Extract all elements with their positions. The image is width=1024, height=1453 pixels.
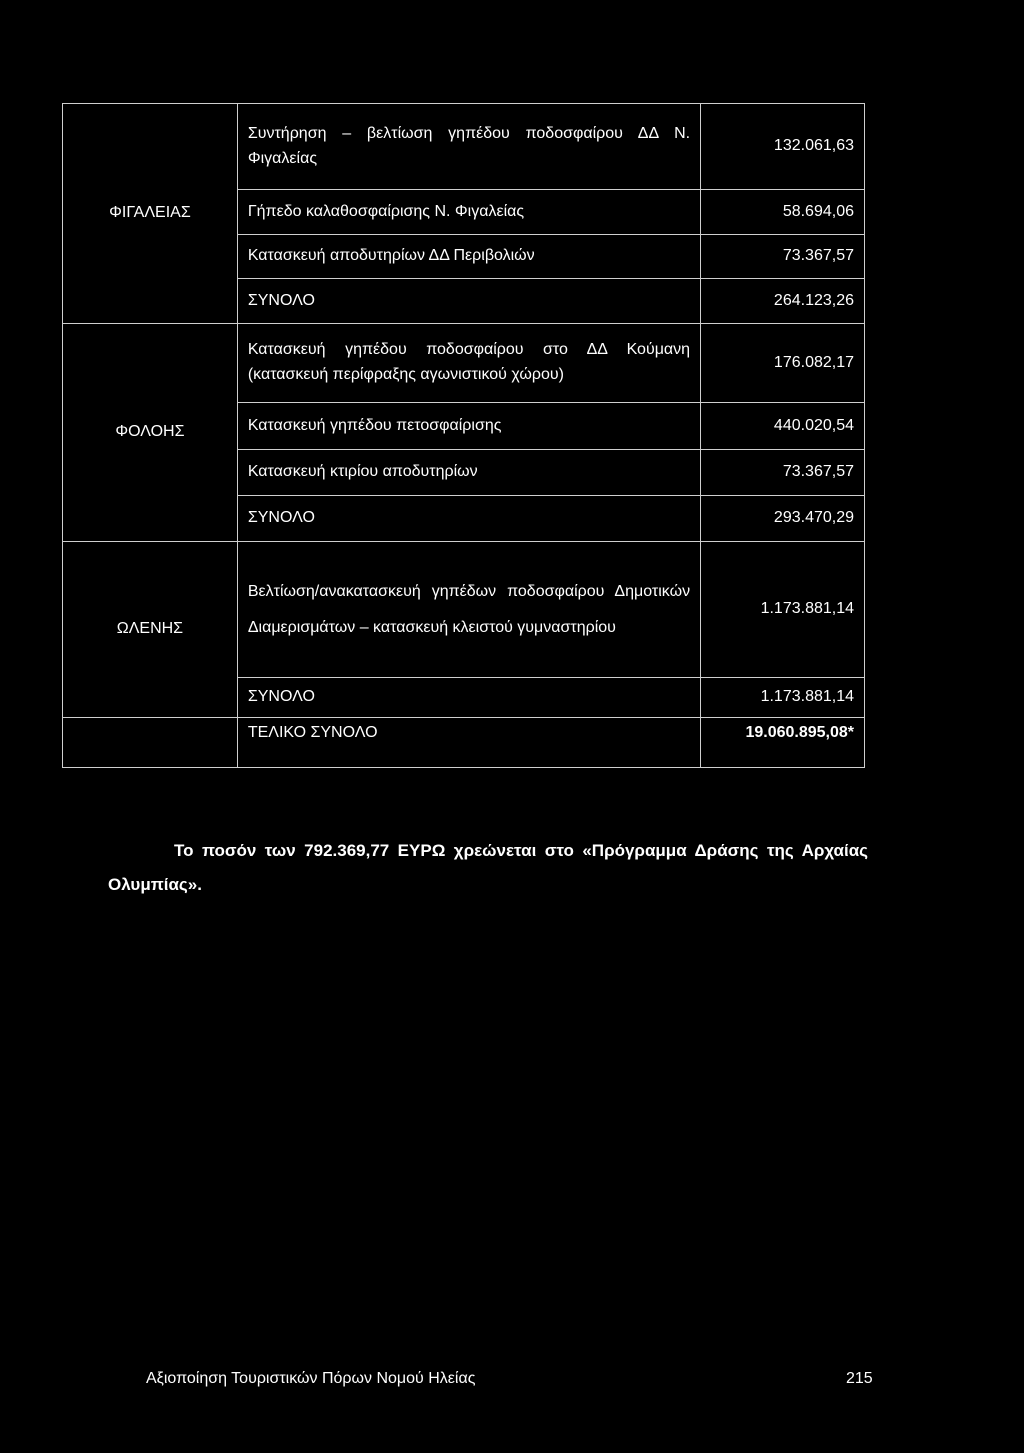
area-cell: ΩΛΕΝΗΣ xyxy=(63,542,238,718)
item-amount: 132.061,63 xyxy=(701,104,865,190)
area-cell: ΦΟΛΟΗΣ xyxy=(63,324,238,542)
item-description: Κατασκευή γηπέδου πετοσφαίρισης xyxy=(237,403,700,450)
item-amount: 176.082,17 xyxy=(701,324,865,403)
item-amount: 58.694,06 xyxy=(701,190,865,235)
item-description: Κατασκευή αποδυτηρίων ΔΔ Περιβολιών xyxy=(237,235,700,279)
table-row xyxy=(63,542,865,678)
subtotal-label: ΣΥΝΟΛΟ xyxy=(237,279,700,324)
table-row xyxy=(63,104,865,190)
item-description: Βελτίωση/ανακατασκευή γηπέδων ποδοσφαίρου Δημοτικών Διαμερισμάτων – κατασκευή κλειστού γυμναστηρίου xyxy=(237,542,700,678)
area-cell: ΦΙΓΑΛΕΙΑΣ xyxy=(63,104,238,324)
item-amount: 1.173.881,14 xyxy=(701,542,865,678)
subtotal-label: ΣΥΝΟΛΟ xyxy=(237,496,700,542)
table-row xyxy=(63,324,865,403)
funding-note: Το ποσόν των 792.369,77 ΕΥΡΩ χρεώνεται στο «Πρόγραμμα Δράσης της Αρχαίας Ολυμπίας». xyxy=(108,841,868,894)
grand-total-label: ΤΕΛΙΚΟ ΣΥΝΟΛΟ xyxy=(237,718,700,768)
subtotal-amount: 1.173.881,14 xyxy=(701,678,865,718)
item-description: Κατασκευή κτιρίου αποδυτηρίων xyxy=(237,450,700,496)
budget-table xyxy=(62,103,865,768)
subtotal-amount: 293.470,29 xyxy=(701,496,865,542)
subtotal-label: ΣΥΝΟΛΟ xyxy=(237,678,700,718)
footer-title: Αξιοποίηση Τουριστικών Πόρων Νομού Ηλείας xyxy=(146,1370,476,1387)
item-amount: 73.367,57 xyxy=(701,450,865,496)
item-description: Γήπεδο καλαθοσφαίρισης Ν. Φιγαλείας xyxy=(237,190,700,235)
page-number: 215 xyxy=(846,1370,873,1387)
item-amount: 440.020,54 xyxy=(701,403,865,450)
grand-total-amount: 19.060.895,08* xyxy=(701,718,865,768)
empty-cell xyxy=(63,718,238,768)
item-description: Συντήρηση – βελτίωση γηπέδου ποδοσφαίρου ΔΔ Ν. Φιγαλείας xyxy=(237,104,700,190)
item-amount: 73.367,57 xyxy=(701,235,865,279)
subtotal-amount: 264.123,26 xyxy=(701,279,865,324)
table-row xyxy=(63,718,865,768)
item-description: Κατασκευή γηπέδου ποδοσφαίρου στο ΔΔ Κούμανη (κατασκευή περίφραξης αγωνιστικού χώρου) xyxy=(237,324,700,403)
